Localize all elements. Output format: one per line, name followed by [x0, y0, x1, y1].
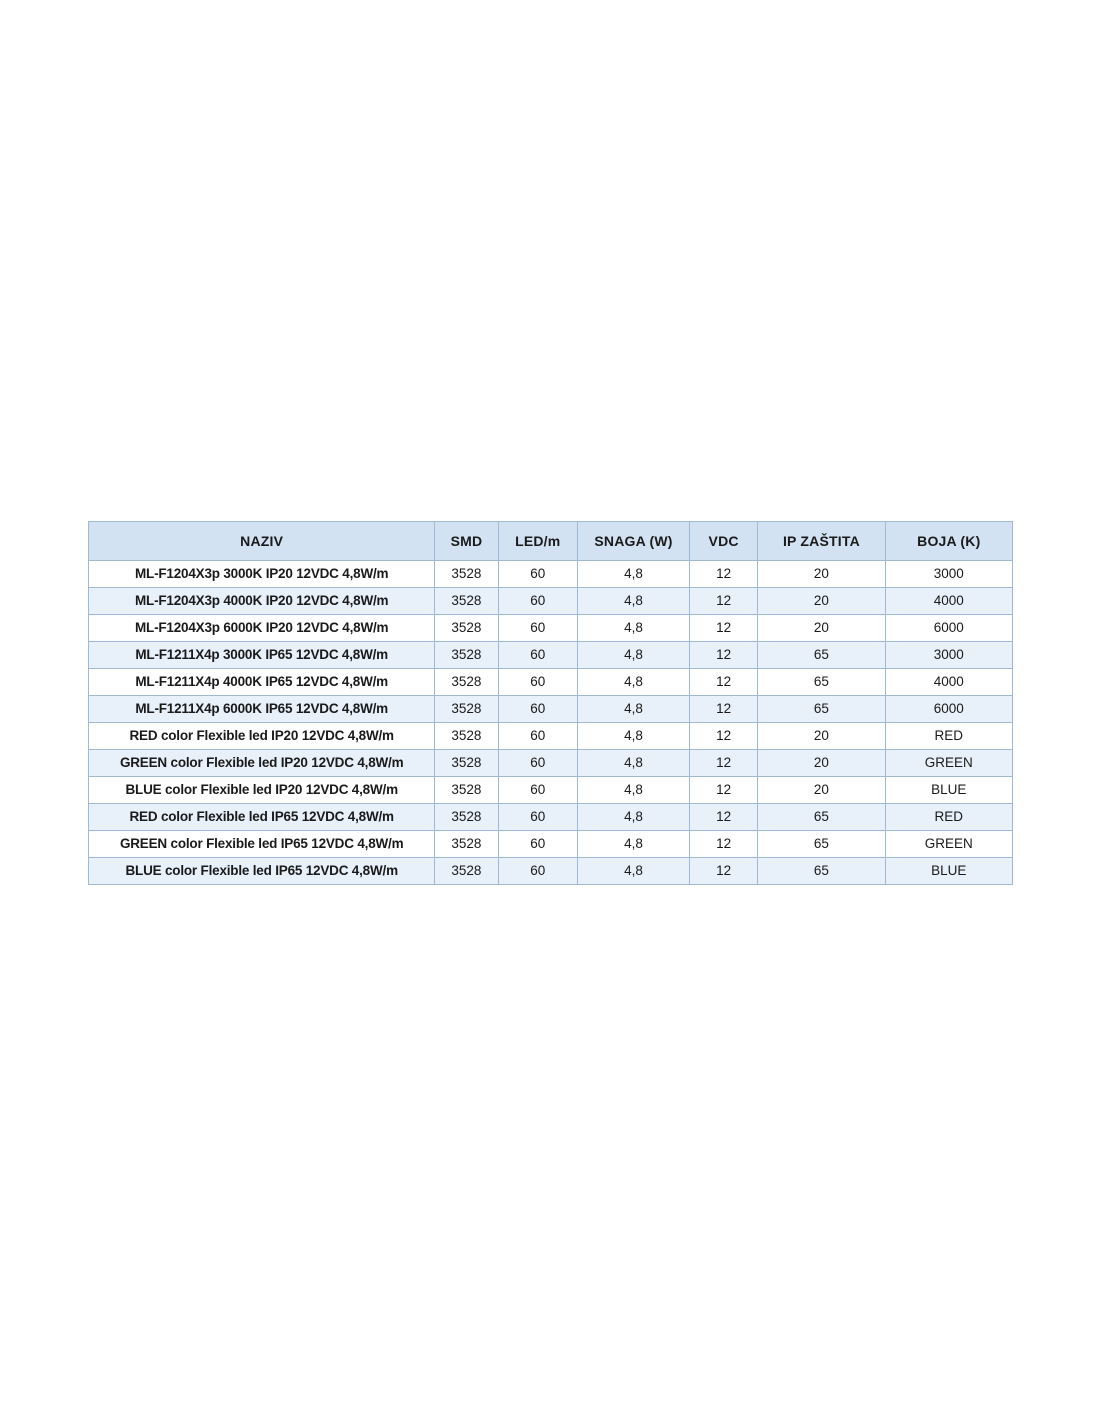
table-row	[89, 750, 1013, 777]
cell-smd: 3528	[435, 750, 498, 777]
cell-snaga: 4,8	[577, 669, 689, 696]
cell-led-per-m: 60	[498, 777, 577, 804]
cell-naziv: ML-F1204X3p 4000K IP20 12VDC 4,8W/m	[89, 588, 435, 615]
cell-ip: 20	[758, 588, 885, 615]
cell-smd: 3528	[435, 615, 498, 642]
cell-ip: 20	[758, 615, 885, 642]
cell-vdc: 12	[690, 831, 758, 858]
cell-naziv: ML-F1204X3p 6000K IP20 12VDC 4,8W/m	[89, 615, 435, 642]
cell-led-per-m: 60	[498, 858, 577, 885]
cell-snaga: 4,8	[577, 804, 689, 831]
column-header-snaga: SNAGA (W)	[577, 522, 689, 561]
column-header-vdc: VDC	[690, 522, 758, 561]
table-row	[89, 831, 1013, 858]
cell-ip: 65	[758, 804, 885, 831]
cell-vdc: 12	[690, 750, 758, 777]
cell-led-per-m: 60	[498, 696, 577, 723]
cell-vdc: 12	[690, 804, 758, 831]
cell-ip: 20	[758, 561, 885, 588]
cell-smd: 3528	[435, 669, 498, 696]
cell-naziv: RED color Flexible led IP65 12VDC 4,8W/m	[89, 804, 435, 831]
cell-led-per-m: 60	[498, 804, 577, 831]
cell-boja: GREEN	[885, 750, 1012, 777]
led-strip-spec-table	[88, 521, 1013, 885]
cell-boja: 4000	[885, 588, 1012, 615]
cell-ip: 65	[758, 642, 885, 669]
cell-boja: GREEN	[885, 831, 1012, 858]
cell-boja: 3000	[885, 642, 1012, 669]
cell-vdc: 12	[690, 858, 758, 885]
table-row	[89, 858, 1013, 885]
table-header-row	[89, 522, 1013, 561]
cell-naziv: RED color Flexible led IP20 12VDC 4,8W/m	[89, 723, 435, 750]
cell-vdc: 12	[690, 615, 758, 642]
cell-smd: 3528	[435, 696, 498, 723]
cell-ip: 65	[758, 831, 885, 858]
cell-smd: 3528	[435, 561, 498, 588]
cell-boja: 6000	[885, 696, 1012, 723]
cell-vdc: 12	[690, 588, 758, 615]
spec-table-container	[88, 521, 1013, 885]
cell-vdc: 12	[690, 642, 758, 669]
cell-led-per-m: 60	[498, 750, 577, 777]
cell-naziv: GREEN color Flexible led IP20 12VDC 4,8W/m	[89, 750, 435, 777]
cell-snaga: 4,8	[577, 723, 689, 750]
column-header-naziv: NAZIV	[89, 522, 435, 561]
cell-naziv: ML-F1211X4p 4000K IP65 12VDC 4,8W/m	[89, 669, 435, 696]
cell-smd: 3528	[435, 831, 498, 858]
table-header	[89, 522, 1013, 561]
cell-ip: 20	[758, 777, 885, 804]
column-header-ip-zastita: IP ZAŠTITA	[758, 522, 885, 561]
cell-smd: 3528	[435, 858, 498, 885]
cell-naziv: ML-F1211X4p 6000K IP65 12VDC 4,8W/m	[89, 696, 435, 723]
table-row	[89, 669, 1013, 696]
cell-boja: 4000	[885, 669, 1012, 696]
cell-vdc: 12	[690, 696, 758, 723]
table-row	[89, 561, 1013, 588]
cell-boja: 6000	[885, 615, 1012, 642]
cell-led-per-m: 60	[498, 669, 577, 696]
cell-snaga: 4,8	[577, 777, 689, 804]
cell-boja: RED	[885, 723, 1012, 750]
cell-snaga: 4,8	[577, 858, 689, 885]
cell-smd: 3528	[435, 777, 498, 804]
cell-led-per-m: 60	[498, 831, 577, 858]
cell-smd: 3528	[435, 723, 498, 750]
column-header-led-per-m: LED/m	[498, 522, 577, 561]
cell-naziv: BLUE color Flexible led IP65 12VDC 4,8W/m	[89, 858, 435, 885]
cell-ip: 65	[758, 696, 885, 723]
cell-ip: 20	[758, 750, 885, 777]
cell-vdc: 12	[690, 723, 758, 750]
cell-snaga: 4,8	[577, 615, 689, 642]
cell-boja: RED	[885, 804, 1012, 831]
cell-led-per-m: 60	[498, 588, 577, 615]
cell-ip: 65	[758, 669, 885, 696]
cell-vdc: 12	[690, 561, 758, 588]
cell-naziv: BLUE color Flexible led IP20 12VDC 4,8W/m	[89, 777, 435, 804]
cell-vdc: 12	[690, 777, 758, 804]
cell-ip: 65	[758, 858, 885, 885]
cell-naziv: GREEN color Flexible led IP65 12VDC 4,8W/m	[89, 831, 435, 858]
cell-led-per-m: 60	[498, 615, 577, 642]
cell-led-per-m: 60	[498, 723, 577, 750]
cell-snaga: 4,8	[577, 696, 689, 723]
column-header-smd: SMD	[435, 522, 498, 561]
cell-led-per-m: 60	[498, 561, 577, 588]
cell-ip: 20	[758, 723, 885, 750]
table-body	[89, 561, 1013, 885]
cell-naziv: ML-F1204X3p 3000K IP20 12VDC 4,8W/m	[89, 561, 435, 588]
cell-smd: 3528	[435, 588, 498, 615]
column-header-boja: BOJA (K)	[885, 522, 1012, 561]
table-row	[89, 723, 1013, 750]
table-row	[89, 615, 1013, 642]
cell-naziv: ML-F1211X4p 3000K IP65 12VDC 4,8W/m	[89, 642, 435, 669]
cell-smd: 3528	[435, 642, 498, 669]
cell-snaga: 4,8	[577, 588, 689, 615]
cell-led-per-m: 60	[498, 642, 577, 669]
cell-boja: BLUE	[885, 777, 1012, 804]
cell-vdc: 12	[690, 669, 758, 696]
table-row	[89, 696, 1013, 723]
cell-smd: 3528	[435, 804, 498, 831]
cell-snaga: 4,8	[577, 831, 689, 858]
table-row	[89, 588, 1013, 615]
cell-boja: BLUE	[885, 858, 1012, 885]
cell-snaga: 4,8	[577, 561, 689, 588]
table-row	[89, 642, 1013, 669]
cell-boja: 3000	[885, 561, 1012, 588]
cell-snaga: 4,8	[577, 750, 689, 777]
table-row	[89, 777, 1013, 804]
table-row	[89, 804, 1013, 831]
cell-snaga: 4,8	[577, 642, 689, 669]
